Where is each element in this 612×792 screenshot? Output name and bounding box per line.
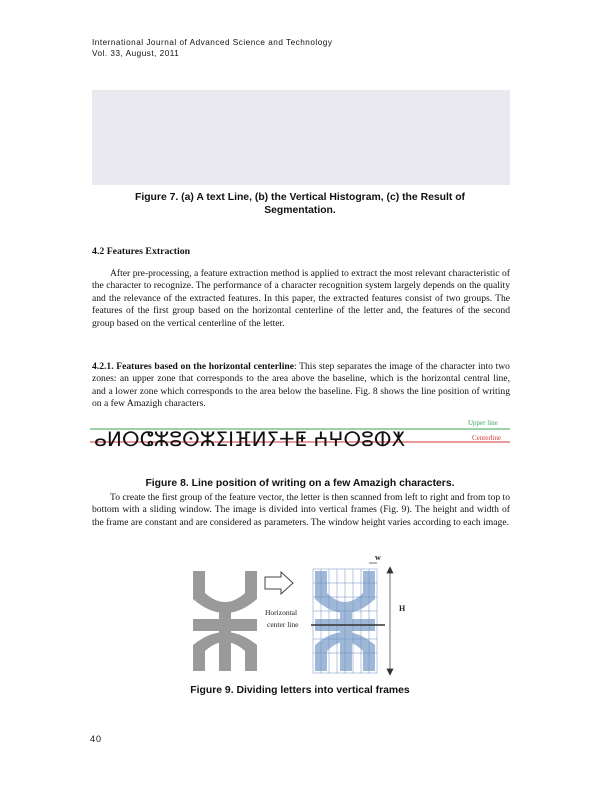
letter-left	[190, 571, 260, 671]
figure-8-image	[90, 418, 510, 454]
figure-7-image	[92, 90, 510, 185]
running-header	[92, 38, 332, 59]
subsection-heading: 4.2.1. Features based on the horizontal centerline	[92, 361, 294, 372]
centerline-label-2: center line	[267, 620, 299, 629]
h-label: H	[399, 604, 406, 613]
paragraph-features-intro: After pre-processing, a feature extraction method is applied to extract the most relevant characteristic of the character to recognize. The performance of a character recognition system largely depends on the quality and the relevance of the extracted features. In this paper, the extracted features consist of two groups. The features of the first group based on the horizontal centerline of the letter and, the features of the second group based on the vertical centerline of the letter.	[92, 268, 510, 329]
height-marker	[387, 567, 393, 675]
paragraph-horizontal-centerline: 4.2.1. Features based on the horizontal centerline: This step separates the image of the character into two zones: an upper zone that corresponds to the area above the baseline, which is the horizontal central line, and a lower zone which corresponds to the area below the baseline. Fig. 8 shows the line position of writing on a few Amazigh characters.	[92, 361, 510, 410]
paragraph-feature-vector: To create the first group of the feature vector, the letter is then scanned from left to right and from top to bottom with a sliding window. The image is divided into vertical frames (Fig. 9). The height and width of the frame are constant and are considered as parameters. The window height varies according to each image.	[92, 492, 510, 528]
figure-9-image	[185, 553, 417, 678]
centerline-label-1: Horizontal	[265, 608, 298, 617]
page-number: 40	[90, 734, 103, 744]
amazigh-glyph-row: ⴰⵍⵔⵛⵣⵓⵙⵣⵉⵏⴼⵍⵢⵜⵟ ⵄⵖⵔⵓⵀⵅ	[94, 427, 405, 451]
journal-title: International Journal of Advanced Science and Technology	[92, 38, 333, 47]
journal-volume: Vol. 33, August, 2011	[92, 48, 180, 58]
upper-line-label: Upper line	[468, 419, 498, 427]
w-label: w	[375, 553, 381, 562]
figure-8-caption: Figure 8. Line position of writing on a few Amazigh characters.	[145, 478, 455, 489]
figure-7-caption: Figure 7. (a) A text Line, (b) the Vertical Histogram, (c) the Result of Segmentation.	[134, 192, 466, 216]
letter-right-framed	[305, 569, 385, 673]
centerline-label: Centerline	[472, 434, 502, 442]
section-heading: 4.2 Features Extraction	[92, 246, 191, 257]
figure-9-caption: Figure 9. Dividing letters into vertical frames	[190, 685, 410, 696]
arrow-icon	[265, 572, 293, 594]
